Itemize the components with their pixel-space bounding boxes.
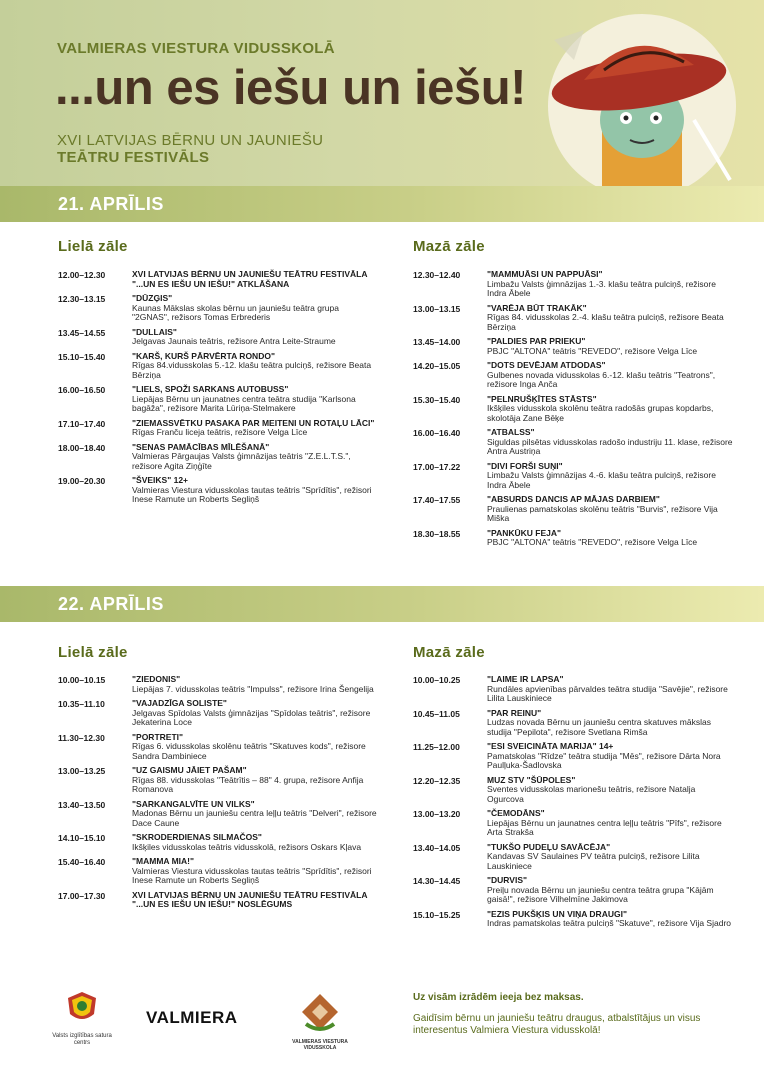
event-title: "MAMMUĀSI UN PAPPUĀSI" — [487, 269, 603, 279]
event-time: 17.40–17.55 — [413, 495, 461, 505]
event-time: 13.00–13.20 — [413, 809, 461, 819]
festival-subtitle-line2: TEĀTRU FESTIVĀLS — [57, 149, 210, 166]
list-item — [413, 395, 733, 424]
event-time: 15.30–15.40 — [413, 394, 461, 405]
day2-date: 22. APRĪLIS — [58, 594, 164, 614]
event-title: "ABSURDS DANCIS AP MĀJAS DARBIEM" — [487, 494, 660, 504]
event-desc: Gulbenes novada vidusskolas 6.-12. klašu teātris "Teatrons", režisore Inga Anča — [487, 369, 716, 389]
event-title: "UZ GAISMU JĀIET PAŠAM" — [132, 765, 247, 775]
event-time: 14.30–14.45 — [413, 876, 461, 886]
event-desc: Liepājas Bērnu un jaunatnes centra teātra studija "Karlsona bagāža", režisore Marita Lūriņa-Stelmakere — [132, 393, 356, 413]
list-item — [413, 843, 733, 872]
event-time: 13.45–14.55 — [58, 327, 106, 338]
event-time: 16.00–16.40 — [413, 428, 461, 438]
event-title: "ČEMODĀNS" — [487, 808, 545, 818]
list-item — [58, 857, 378, 886]
day1-large-hall-heading: Lielā zāle — [58, 238, 128, 255]
list-item — [58, 385, 378, 414]
list-item — [58, 675, 378, 694]
event-time: 19.00–20.30 — [58, 476, 106, 486]
event-time: 13.40–13.50 — [58, 799, 106, 810]
event-title: XVI LATVIJAS BĒRNU UN JAUNIEŠU TEĀTRU FESTIVĀLA "...UN ES IEŠU UN IEŠU!" ATKLĀŠANA — [132, 269, 368, 289]
footer — [0, 980, 764, 1080]
event-desc: Valmieras Viestura vidusskolas tautas teātris "Sprīdītis", režisori Inese Ramute un Roberts Segliņš — [132, 484, 372, 504]
event-desc: Rīgas 6. vidusskolas skolēnu teātris "Skatuves kods", režisore Sandra Dambiniece — [132, 741, 366, 761]
event-time: 12.30–13.15 — [58, 294, 106, 304]
event-time: 13.40–14.05 — [413, 842, 461, 853]
event-title: "MAMMA MIA!" — [132, 856, 195, 866]
event-title: "PELNRUŠĶĪTES STĀSTS" — [487, 393, 597, 404]
list-item — [413, 876, 733, 905]
event-title: "ZIEMASSVĒTKU PASAKA PAR MEITENI UN ROTAĻU LĀCI" — [132, 417, 375, 428]
event-desc: Indras pamatskolas teātra pulciņš "Skatuve", režisore Vija Sjadro — [487, 918, 731, 928]
event-time: 14.20–15.05 — [413, 361, 461, 371]
list-item — [58, 294, 378, 323]
list-item — [413, 709, 733, 738]
event-desc: Kandavas SV Saulaines PV teātra pulciņš, režisore Lilita Lauskiniece — [487, 851, 700, 871]
list-item — [58, 733, 378, 762]
event-time: 10.45–11.05 — [413, 708, 460, 719]
list-item — [413, 910, 733, 929]
event-time: 12.30–12.40 — [413, 270, 461, 280]
event-time: 18.00–18.40 — [58, 442, 106, 453]
list-item — [58, 419, 378, 438]
day2-large-hall-heading: Lielā zāle — [58, 644, 128, 661]
list-item — [58, 800, 378, 829]
list-item — [413, 776, 733, 805]
list-item — [58, 443, 378, 472]
valmiera-logo: VALMIERA — [146, 1008, 238, 1027]
day2-band — [0, 586, 764, 622]
event-desc: Valmieras Viestura vidusskolas tautas teātris "Sprīdītis", režisori Inese Ramute un Roberts Segliņš — [132, 865, 372, 885]
event-title: "DULLAIS" — [132, 326, 177, 337]
event-time: 14.10–15.10 — [58, 833, 106, 843]
event-desc: Rundāles apvienības pārvaldes teātra studija "Savējie", režisore Lilita Lauskiniece — [487, 683, 728, 703]
day1-date: 21. APRĪLIS — [58, 194, 164, 214]
visc-logo — [52, 990, 112, 1047]
list-item — [413, 462, 733, 491]
list-item — [58, 270, 378, 289]
event-title: "PANKŪKU FEJA" — [487, 527, 562, 538]
event-title: "TUKŠO PUDEĻU SAVĀCĒJA" — [487, 841, 611, 852]
event-time: 17.00–17.22 — [413, 461, 461, 472]
event-time: 15.40–16.40 — [58, 857, 106, 867]
event-desc: Ludzas novada Bērnu un jauniešu centra skatuves mākslas studija "Pepilota", režisore Svetlana Rimša — [487, 717, 711, 737]
day1-small-hall-list — [413, 270, 733, 553]
event-desc: Madonas Bērnu un jauniešu centra leļļu teātris "Delveri", režisore Dace Caune — [132, 808, 377, 828]
event-title: "ŠVEIKS" 12+ — [132, 475, 189, 485]
event-time: 10.00–10.15 — [58, 675, 106, 685]
event-title: "LIELS, SPOŽI SARKANS AUTOBUSS" — [132, 384, 289, 394]
list-item — [413, 304, 733, 333]
event-desc: Kaunas Mākslas skolas bērnu un jauniešu teātra grupa "2GNAS", režisors Tomas Erbrederis — [132, 302, 339, 322]
event-title: "ZIEDONIS" — [132, 674, 181, 684]
event-title: "EZIS PUKŠĶIS UN VIŅA DRAUGI" — [487, 908, 627, 919]
day1-large-hall-list — [58, 270, 378, 510]
event-desc: Rīgas 88. vidusskolas "Teātrītis – 88" 4. grupa, režisore Anfija Romanova — [132, 774, 364, 794]
list-item — [413, 495, 733, 524]
header — [0, 0, 764, 186]
list-item — [413, 270, 733, 299]
event-title: "SARKANGALVĪTE UN VILKS" — [132, 798, 255, 809]
event-time: 11.25–12.00 — [413, 742, 460, 752]
event-desc: Ikšķiles vidusskola skolēnu teātra radošās grupas kopdarbs, skolotāja Zane Bēķe — [487, 403, 714, 423]
event-time: 16.00–16.50 — [58, 385, 106, 395]
school-logo — [290, 990, 350, 1051]
event-time: 17.00–17.30 — [58, 890, 106, 901]
school-emblem-icon — [298, 990, 342, 1034]
festival-subtitle-line1: XVI LATVIJAS BĒRNU UN JAUNIEŠU — [57, 132, 324, 149]
event-title: "DURVIS" — [487, 875, 528, 885]
event-desc: Preiļu novada Bērnu un jauniešu centra teātra grupa "Kājām gaisā!", režisore Vilhelmīne Jakimova — [487, 884, 714, 904]
event-time: 10.35–11.10 — [58, 699, 105, 709]
list-item — [58, 699, 378, 728]
event-time: 13.00–13.15 — [413, 303, 461, 314]
event-time: 11.30–12.30 — [58, 732, 105, 743]
event-desc: Rīgas 84. vidusskolas 2.-4. klašu teātra pulciņš, režisore Beata Bērziņa — [487, 312, 724, 332]
event-desc: PBJC "ALTONA" teātris "REVEDO", režisore Velga Līce — [487, 537, 698, 547]
visc-logo-label: Valsts izglītības satura centrs — [52, 1033, 112, 1046]
coat-of-arms-icon — [64, 990, 100, 1026]
event-title: "SKRODERDIENAS SILMAČOS" — [132, 832, 262, 842]
event-desc: Sventes vidusskolas marionešu teātris, režisore Natalja Ogurcova — [487, 784, 696, 804]
event-title: "PORTRETI" — [132, 731, 184, 742]
school-name: VALMIERAS VIESTURA VIDUSSKOLĀ — [57, 40, 335, 57]
school-logo-label: VALMIERAS VIESTURA VIDUSSKOLA — [292, 1039, 348, 1051]
event-title: "LAIME IR LAPSA" — [487, 674, 564, 684]
event-desc: Siguldas pilsētas vidusskolas radošo industriju 11. klase, režisore Antra Austriņa — [487, 436, 733, 456]
list-item — [413, 742, 733, 771]
event-title: "ATBALSS" — [487, 427, 535, 437]
event-title: "PALDIES PAR PRIEKU" — [487, 336, 586, 346]
list-item — [58, 328, 378, 347]
day2-small-hall-heading: Mazā zāle — [413, 644, 485, 661]
event-desc: Valmieras Pārgaujas Valsts ģimnāzijas teātris "Z.E.L.T.S.", režisore Agita Ziņģīte — [132, 451, 351, 471]
illustration-character-with-hat — [544, 10, 740, 200]
event-title: "VAJADZĪGA SOLISTE" — [132, 698, 227, 708]
list-item — [413, 529, 733, 548]
event-title: XVI LATVIJAS BĒRNU UN JAUNIEŠU TEĀTRU FESTIVĀLA "...UN ES IEŠU UN IEŠU!" NOSLĒGUMS — [132, 889, 368, 909]
list-item — [413, 361, 733, 390]
list-item — [413, 428, 733, 457]
event-desc: Pamatskolas "Rīdze" teātra studija "Mēs", režisore Dārta Nora Paulļuka-Šadlovska — [487, 750, 721, 770]
event-time: 15.10–15.25 — [413, 909, 461, 920]
festival-title: ...un es iešu un iešu! — [55, 61, 526, 115]
day1-small-hall-heading: Mazā zāle — [413, 238, 485, 255]
day2-large-hall-list — [58, 675, 378, 915]
list-item — [413, 809, 733, 838]
event-title: "SENAS PAMĀCĪBAS MĪLĒŠANĀ" — [132, 441, 270, 452]
event-time: 17.10–17.40 — [58, 418, 106, 429]
event-title: "KARŠ, KURŠ PĀRVĒRTA RONDO" — [132, 350, 275, 361]
event-title: "PAR REINU" — [487, 707, 542, 718]
event-desc: Jelgavas Spīdolas Valsts ģimnāzijas "Spīdolas teātris", režisore Jekaterina Loce — [132, 707, 371, 727]
list-item — [58, 352, 378, 381]
event-title: "ESI SVEICINĀTA MARIJA" 14+ — [487, 741, 614, 751]
list-item — [413, 337, 733, 356]
event-time: 12.00–12.30 — [58, 270, 106, 280]
event-desc: Praulienas pamatskolas skolēnu teātris "Burvis", režisore Vija Miška — [487, 503, 718, 523]
event-desc: Ikšķiles vidusskolas teātris vidusskolā, režisors Oskars Kļava — [132, 841, 362, 852]
event-time: 12.20–12.35 — [413, 775, 461, 786]
event-title: "DOTS DEVĒJAM ATDODAS" — [487, 360, 606, 370]
list-item — [58, 833, 378, 852]
event-title: "VARĒJA BŪT TRAKĀK" — [487, 302, 587, 313]
list-item — [58, 891, 378, 910]
event-title: "DŪZĢIS" — [132, 293, 173, 303]
event-time: 15.10–15.40 — [58, 351, 106, 362]
event-desc: Rīgas Franču liceja teātris, režisore Velga Līce — [132, 427, 308, 437]
free-entry-note: Uz visām izrādēm ieeja bez maksas. — [413, 992, 584, 1003]
event-time: 13.00–13.25 — [58, 766, 106, 776]
event-time: 10.00–10.25 — [413, 675, 461, 685]
event-desc: Liepājas 7. vidusskolas teātris "Impulss", režisore Irina Šengelija — [132, 683, 374, 694]
list-item — [413, 675, 733, 704]
day1-band — [0, 186, 764, 222]
event-time: 13.45–14.00 — [413, 337, 461, 347]
event-desc: Limbažu Valsts ģimnāzijas 4.-6. klašu teātra pulciņš, režisore Indra Ābele — [487, 470, 716, 490]
event-desc: PBJC "ALTONA" teātris "REVEDO", režisore Velga Līce — [487, 345, 698, 356]
event-time: 18.30–18.55 — [413, 528, 461, 539]
day2-small-hall-list — [413, 675, 733, 934]
event-title: MUZ STV "ŠŪPOLES" — [487, 774, 576, 785]
list-item — [58, 476, 378, 505]
list-item — [58, 766, 378, 795]
event-desc: Rīgas 84.vidusskolas 5.-12. klašu teātra pulciņš, režisore Beata Bērziņa — [132, 360, 372, 380]
event-title: "DIVI FORŠI SUŅI" — [487, 460, 563, 471]
event-desc: Jelgavas Jaunais teātris, režisore Antra Leite-Straume — [132, 336, 336, 346]
event-desc: Liepājas Bērnu un jaunatnes centra leļļu teātris "Pīfs", režisore Arta Strakša — [487, 817, 722, 837]
invitation-text: Gaidīsim bērnu un jauniešu teātru draugus, atbalstītājus un visus interesentus Valmiera Viestura vidusskolā! — [413, 1013, 701, 1036]
event-desc: Limbažu Valsts ģimnāzijas 1.-3. klašu teātra pulciņš, režisore Indra Ābele — [487, 278, 716, 298]
